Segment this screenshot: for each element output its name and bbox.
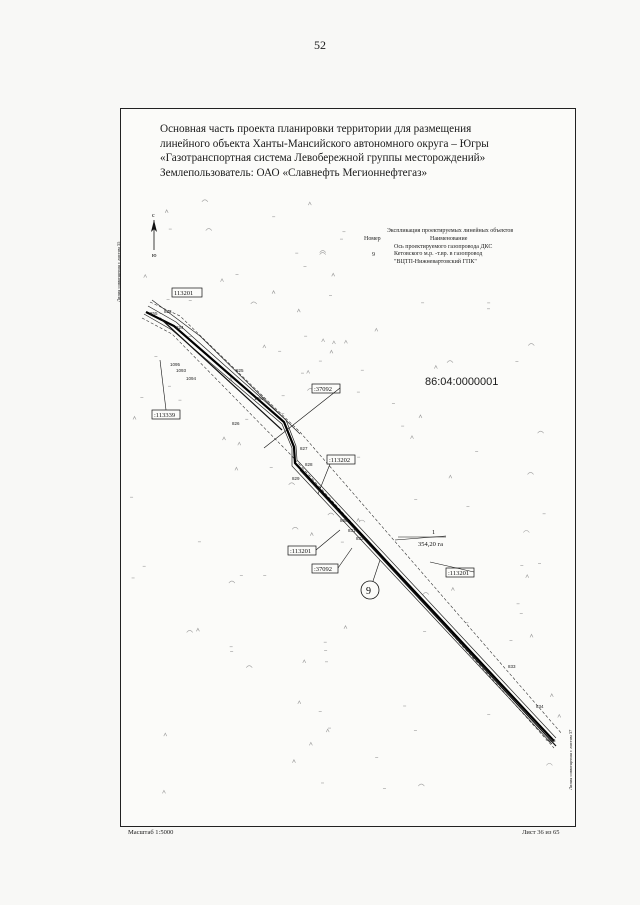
legend-table	[358, 228, 548, 268]
point-label: 823	[164, 309, 172, 314]
terrain-mark	[303, 660, 306, 663]
point-label: 828	[305, 462, 313, 467]
point-label: 824	[176, 325, 184, 330]
terrain-mark	[528, 472, 534, 474]
terrain-mark	[246, 666, 252, 668]
north-arrow	[151, 213, 157, 259]
terrain-mark	[526, 575, 529, 578]
terrain-mark	[332, 273, 335, 276]
terrain-mark	[196, 628, 199, 631]
terrain-mark	[202, 200, 208, 202]
point-label: 1094	[186, 376, 197, 381]
terrain-mark	[292, 760, 295, 763]
match-line-left-label: Линия совмещения с листом 35	[116, 241, 121, 302]
legend-row-name-line: Кетовского м.р. -т.вр. в газопровод	[394, 251, 483, 257]
terrain-mark	[229, 581, 235, 583]
sheet-counter: Лист 36 из 65	[522, 829, 560, 836]
legend-row-name	[394, 244, 544, 267]
terrain-mark	[538, 431, 544, 433]
point-label: 833	[508, 664, 516, 669]
legend-row-name-line: "ВЦТП-Нижневартовский ГПК"	[394, 258, 477, 265]
terrain-mark	[550, 694, 553, 697]
terrain-mark	[359, 520, 365, 522]
terrain-mark	[344, 626, 347, 629]
point-label: 1092	[254, 396, 265, 401]
terrain-mark	[375, 328, 378, 331]
point-label: 835	[548, 738, 556, 743]
terrain-mark	[165, 210, 168, 213]
title-line-3: «Газотранспортная система Левобережной группы месторождений»	[160, 152, 486, 164]
terrain-mark	[263, 345, 266, 348]
terrain-mark	[423, 593, 429, 595]
terrain-mark	[297, 309, 300, 312]
terrain-mark	[530, 634, 533, 637]
map-scale: Масштаб 1:5000	[128, 829, 174, 836]
terrain-mark	[326, 729, 329, 732]
terrain-mark	[449, 475, 452, 478]
terrain-mark	[238, 442, 241, 445]
plot-label: :113339	[154, 412, 176, 419]
legend-row-name-line: Ось проектируемого газопровода ДКС	[394, 243, 493, 250]
point-label: 1093	[176, 368, 187, 373]
legend-row	[358, 244, 548, 268]
plot-label: :37092	[314, 386, 333, 393]
terrain-mark	[187, 630, 193, 632]
terrain-mark	[410, 436, 413, 439]
terrain-mark	[221, 279, 224, 282]
legend-col-name: Наименование	[430, 235, 468, 242]
cadastral-number: 86:04:0000001	[425, 376, 499, 388]
point-label: 826	[232, 421, 240, 426]
plot-label: 113201	[174, 290, 194, 297]
terrain-mark	[558, 714, 561, 717]
plot-label-boxes	[152, 288, 474, 577]
terrain-mark	[162, 790, 165, 793]
plot-label: :113202	[329, 457, 351, 464]
terrain-mark	[546, 763, 552, 765]
terrain-mark	[144, 275, 147, 278]
title-line-4: Землепользователь: ОАО «Славнефть Мегионнефтегаз»	[160, 166, 428, 179]
page-number: 52	[314, 38, 326, 52]
point-label: 830	[340, 518, 348, 523]
terrain-mark	[235, 467, 238, 470]
match-line-right-label: Линия совмещения с листом 37	[568, 729, 573, 790]
terrain-mark	[332, 341, 335, 344]
title-line-1: Основная часть проекта планировки территории для размещения	[160, 123, 472, 135]
terrain-mark	[272, 291, 275, 294]
terrain-mark	[328, 513, 334, 515]
point-label: 831	[348, 528, 356, 533]
terrain-mark	[310, 533, 313, 536]
terrain-mark	[419, 415, 422, 418]
point-label: 827	[300, 446, 308, 451]
plot-leader-lines	[160, 360, 474, 584]
terrain-mark	[309, 742, 312, 745]
point-label: 1095	[170, 362, 181, 367]
point-label: 834	[536, 704, 544, 709]
terrain-mark	[451, 588, 454, 591]
terrain-mark	[251, 302, 257, 304]
terrain-mark	[307, 371, 310, 374]
terrain-mark	[418, 784, 424, 786]
legend-row-number: 9	[372, 251, 375, 258]
terrain-mark	[447, 361, 453, 363]
terrain-mark	[320, 253, 326, 255]
terrain-mark	[322, 339, 325, 342]
terrain-mark	[289, 483, 295, 485]
area-plot-number: 1	[432, 529, 436, 536]
point-label: 825	[236, 368, 244, 373]
legend-col-number: Номер	[364, 235, 381, 242]
south-letter: ю	[152, 253, 157, 259]
terrain-mark	[330, 350, 333, 353]
terrain-mark	[206, 229, 212, 231]
terrain-mark	[164, 733, 167, 736]
terrain-mark	[357, 519, 360, 522]
point-label: 855	[150, 311, 158, 316]
terrain-mark	[523, 530, 529, 532]
terrain-mark	[344, 340, 347, 343]
terrain-mark	[133, 416, 136, 419]
terrain-mark	[528, 344, 534, 346]
terrain-mark	[223, 437, 226, 440]
legend-title: Экспликация проектируемых линейных объектов	[386, 228, 514, 234]
point-label: 832	[356, 536, 364, 541]
plot-label: :37092	[314, 566, 333, 573]
north-letter: с	[152, 213, 155, 219]
title-line-2: линейного объекта Ханты-Мансийского автономного округа – Югры	[160, 137, 489, 150]
plot-label: :113201	[290, 548, 312, 555]
terrain-mark	[298, 701, 301, 704]
terrain-mark	[308, 202, 311, 205]
terrain-mark	[292, 527, 298, 529]
terrain-mark	[434, 366, 437, 369]
object-marker-number: 9	[366, 586, 371, 597]
area-value: 354,20 га	[418, 541, 444, 548]
point-label: 829	[292, 476, 300, 481]
plot-label: :113201	[448, 570, 470, 577]
